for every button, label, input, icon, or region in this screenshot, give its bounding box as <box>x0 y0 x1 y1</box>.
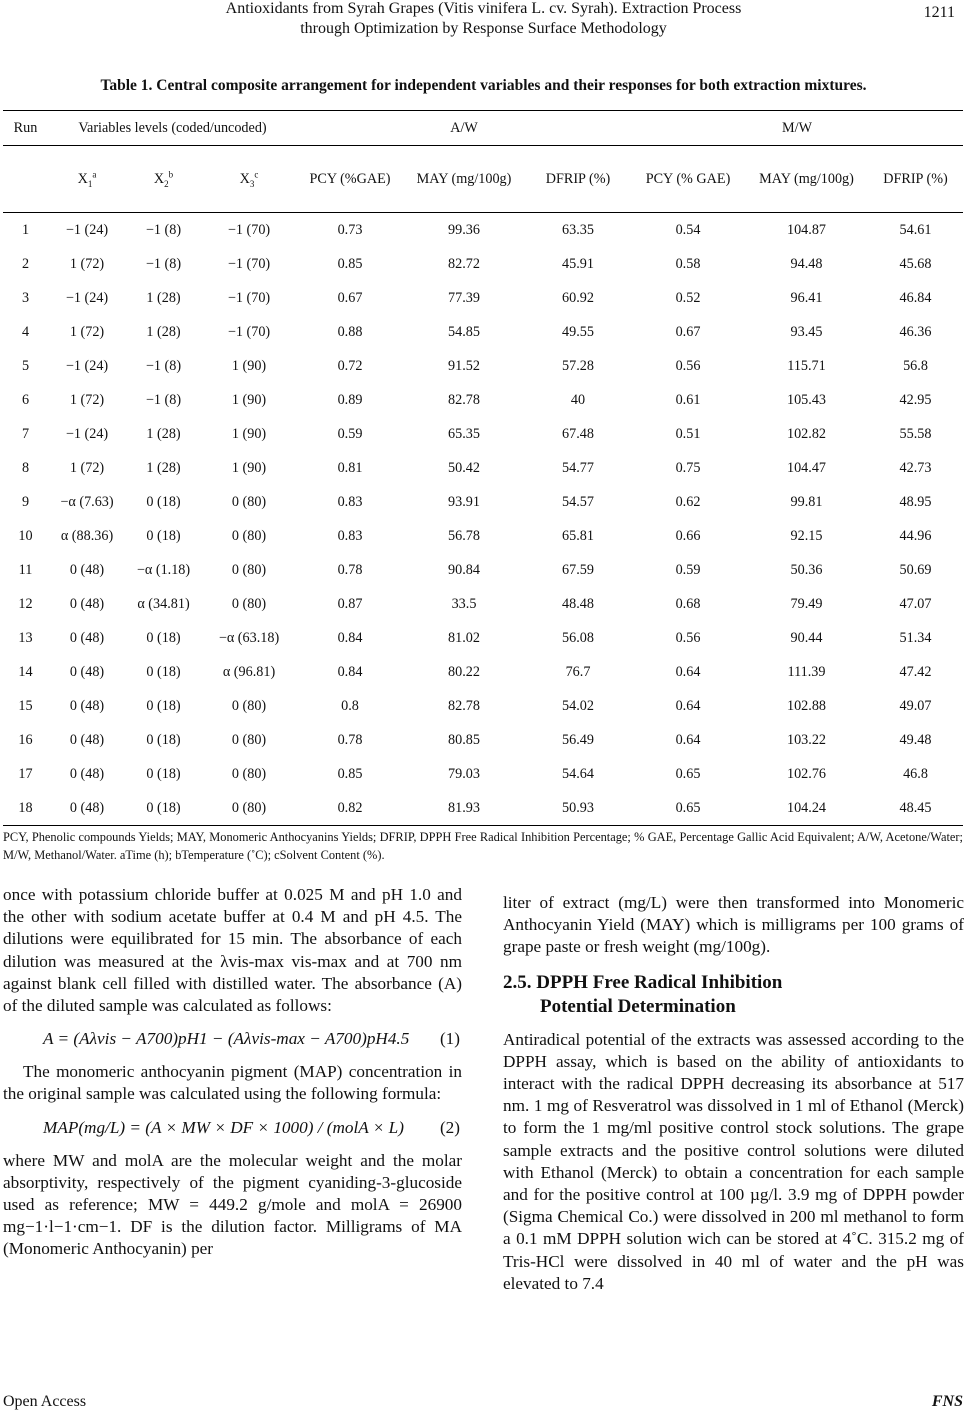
table-cell: 0 (80) <box>231 765 267 782</box>
table-cell: 111.39 <box>787 663 826 680</box>
col-aw-pcy: PCY (%GAE) <box>297 146 403 213</box>
table-cell: 16 <box>18 731 33 748</box>
running-title-line-1: Antioxidants from Syrah Grapes (Vitis vinifera L. cv. Syrah). Extraction Process <box>225 0 742 17</box>
table-cell: 57.28 <box>562 357 594 374</box>
table-cell: 0 (48) <box>69 765 105 782</box>
table-cell: 3 <box>21 289 30 306</box>
table-cell: 50.36 <box>790 561 823 578</box>
table-cell: 0.89 <box>337 391 363 408</box>
right-paragraph-2: Antiradical potential of the extracts was assessed according to the DPPH assay, which is based on the ability of antioxidants to interact with the radical DPPH decreasing its absorbance at 517 nm. 1 mg of Resveratrol was dissolved in 1 ml of Ethanol (Merck) to form the 1 mg/ml positive control stock solutions. The grape sample extracts and the positive control solutions were diluted with Ethanol (Merck) to obtain a concentration for each sample and for the positive control at 100 µg/l. 3.9 mg of DPPH powder (Sigma Chemical Co.) were dissolved in 200 ml methanol to form a 0.1 mM DPPH solution wich can be stored at 4˚C. 315.2 mg of Tris-HCl were dissolved in 40 ml of water and the pH was elevated to 7.4 <box>503 1029 964 1293</box>
table-cell: 33.5 <box>451 595 477 612</box>
table-cell: 44.96 <box>899 527 932 544</box>
table-row <box>3 383 963 417</box>
table-cell: 115.71 <box>787 357 826 374</box>
table-cell: 12 <box>18 595 33 612</box>
table-cell: 5 <box>21 357 30 374</box>
table-header-row-1 <box>3 111 963 146</box>
table-cell: 0 (80) <box>231 595 267 612</box>
table-cell: 0 (18) <box>126 791 201 826</box>
table-cell: 81.93 <box>403 791 525 826</box>
table-cell: −α (1.18) <box>136 561 191 578</box>
table-cell: 67.48 <box>562 425 594 442</box>
col-x1: $X_1^a$ <box>48 146 126 213</box>
table-cell: 1 <box>21 221 30 238</box>
table-cell: −1 (70) <box>227 221 271 238</box>
table-cell: 81.02 <box>448 629 480 646</box>
table-cell: 46.8 <box>903 765 928 782</box>
table-cell: 48.45 <box>868 791 963 826</box>
table-cell: 0 (18) <box>146 493 181 510</box>
table-cell: 42.95 <box>899 391 932 408</box>
table-row <box>3 519 963 553</box>
table-cell: 76.7 <box>565 663 591 680</box>
table-cell: −α (63.18) <box>218 629 280 646</box>
table-cell: 0 (80) <box>201 791 297 826</box>
table-cell: 0 (48) <box>69 561 105 578</box>
table-cell: 93.45 <box>790 323 823 340</box>
table-cell: 47.42 <box>899 663 932 680</box>
table-cell: 1 (90) <box>231 425 267 442</box>
table-cell: −1 (24) <box>65 425 109 442</box>
table-cell: 103.22 <box>786 731 826 748</box>
table-cell: 104.87 <box>786 221 826 238</box>
table-cell: −1 (8) <box>145 221 182 238</box>
table-cell: 56.8 <box>903 357 928 374</box>
table-cell: 91.52 <box>448 357 480 374</box>
col-variables-group: Variables levels (coded/uncoded) <box>48 111 297 146</box>
table-cell: 0.61 <box>675 391 701 408</box>
table-row <box>3 689 963 723</box>
table-row <box>3 655 963 689</box>
table-cell: 9 <box>21 493 30 510</box>
right-column <box>503 892 964 1295</box>
table-cell: 104.24 <box>745 791 868 826</box>
table-footnote: PCY, Phenolic compounds Yields; MAY, Monomeric Anthocyanins Yields; DFRIP, DPPH Free Radical Inhibition Percentage; % GAE, Percentage Gallic Acid Equivalent; A/W, Acetone/Water; M/W, Methanol/Water. aTime (h); bTemperature (˚C); cSolvent Content (%). <box>3 830 963 862</box>
table-cell: 0.67 <box>675 323 701 340</box>
table-row <box>3 213 963 248</box>
table-cell: 56.49 <box>562 731 594 748</box>
results-table <box>3 110 963 826</box>
table-cell: 0.52 <box>675 289 701 306</box>
table-cell: 0.59 <box>675 561 701 578</box>
table-cell: 0.51 <box>675 425 701 442</box>
page-number: 1211 <box>923 4 955 21</box>
table-cell: 93.91 <box>448 493 480 510</box>
table-row <box>3 315 963 349</box>
table-cell: 0 (18) <box>146 731 181 748</box>
table-row <box>3 621 963 655</box>
table-cell: 0.78 <box>337 731 363 748</box>
col-x3: $X_3^c$ <box>201 146 297 213</box>
col-run: Run <box>3 111 48 146</box>
table-cell: 15 <box>18 697 33 714</box>
table-cell: 54.64 <box>562 765 594 782</box>
table-cell: 45.91 <box>562 255 594 272</box>
table-cell: 102.88 <box>786 697 826 714</box>
table-cell: 7 <box>21 425 30 442</box>
table-cell: 40 <box>570 391 586 408</box>
table-cell: 6 <box>21 391 30 408</box>
table-cell: 1 (28) <box>146 425 181 442</box>
table-cell: 54.02 <box>562 697 594 714</box>
table-cell: 0 (80) <box>231 493 267 510</box>
table-cell: 0.78 <box>337 561 363 578</box>
table-cell: 46.84 <box>899 289 932 306</box>
table-cell: 0 (18) <box>146 765 181 782</box>
running-title-line-2: through Optimization by Response Surface Methodology <box>300 20 667 37</box>
table-cell: −1 (24) <box>65 289 109 306</box>
table-cell: 1 (90) <box>231 459 267 476</box>
table-cell: 1 (90) <box>231 391 267 408</box>
table-cell: 45.68 <box>899 255 932 272</box>
table-row <box>3 451 963 485</box>
table-cell: 65.81 <box>562 527 594 544</box>
table-cell: 0.67 <box>337 289 363 306</box>
running-header <box>0 0 967 44</box>
table-cell: −1 (70) <box>227 255 271 272</box>
equation-2-number: (2) <box>439 1117 460 1137</box>
table-cell: 55.58 <box>899 425 932 442</box>
table-cell: α (88.36) <box>60 527 114 544</box>
section-heading-line-1: 2.5. DPPH Free Radical Inhibition <box>503 971 783 993</box>
table-cell: 10 <box>18 527 33 544</box>
footer-open-access: Open Access <box>3 1393 87 1410</box>
table-cell: 90.44 <box>790 629 823 646</box>
table-cell: 1 (72) <box>69 391 105 408</box>
table-row <box>3 791 963 826</box>
table-cell: 0.84 <box>337 629 363 646</box>
table-cell: 50.42 <box>448 459 480 476</box>
table-cell: 90.84 <box>448 561 480 578</box>
left-paragraph-2: The monomeric anthocyanin pigment (MAP) concentration in the original sample was calculated using the following formula: <box>3 1062 462 1104</box>
table-cell: 0.83 <box>337 493 363 510</box>
footer-journal: FNS <box>931 1393 963 1410</box>
table-cell: 42.73 <box>899 459 932 476</box>
table-cell: 13 <box>18 629 33 646</box>
table-row <box>3 723 963 757</box>
table-cell: 0 (80) <box>231 697 267 714</box>
equation-1-formula: A = (Aλvis − A700)pH1 − (Aλvis-max − A700)pH4.5 <box>43 1029 410 1049</box>
table-cell: 80.85 <box>448 731 480 748</box>
table-cell: 0 (18) <box>146 527 181 544</box>
table-cell: 67.59 <box>562 561 594 578</box>
col-x2: $X_2^b$ <box>126 146 201 213</box>
table-cell: 0.88 <box>337 323 363 340</box>
table-cell: −1 (70) <box>227 323 271 340</box>
table-cell: 48.95 <box>899 493 932 510</box>
right-paragraph-1: liter of extract (mg/L) were then transformed into Monomeric Anthocyanin Yield (MAY) which is milligrams per 100 grams of grape paste or fresh weight (mg/100g). <box>503 893 964 957</box>
table-cell: −1 (8) <box>145 357 182 374</box>
left-column <box>3 884 462 1261</box>
col-aw-may: MAY (mg/100g) <box>403 146 525 213</box>
col-mw-group: M/W <box>631 111 963 146</box>
table-cell: 65.35 <box>448 425 480 442</box>
equation-1 <box>3 1017 462 1061</box>
table-row <box>3 349 963 383</box>
table-cell: 63.35 <box>562 221 594 238</box>
table-cell: 1 (28) <box>146 459 181 476</box>
table-cell: −α (7.63) <box>60 493 114 510</box>
section-heading-line-2: Potential Determination <box>540 995 736 1017</box>
table-cell: 0 (18) <box>146 629 181 646</box>
table-cell: α (34.81) <box>137 595 190 612</box>
table-cell: 49.55 <box>562 323 594 340</box>
table-cell: 0.62 <box>675 493 701 510</box>
table-cell: 18 <box>3 791 48 826</box>
table-cell: 0 (80) <box>231 561 267 578</box>
table-cell: 0.59 <box>337 425 363 442</box>
table-cell: 17 <box>18 765 33 782</box>
col-aw-group: A/W <box>297 111 631 146</box>
table-cell: 80.22 <box>448 663 480 680</box>
table-cell: 51.34 <box>899 629 932 646</box>
table-cell: 0.56 <box>675 629 701 646</box>
table-cell: 49.48 <box>899 731 932 748</box>
table-cell: 56.08 <box>562 629 594 646</box>
table-cell: −1 (24) <box>65 357 109 374</box>
table-row <box>3 485 963 519</box>
table-cell: 60.92 <box>562 289 594 306</box>
table-cell: 8 <box>21 459 30 476</box>
table-cell: 49.07 <box>899 697 932 714</box>
table-cell: 0 (80) <box>231 731 267 748</box>
table-row <box>3 757 963 791</box>
table-cell: 102.82 <box>786 425 826 442</box>
col-mw-may: MAY (mg/100g) <box>745 146 868 213</box>
table-row <box>3 553 963 587</box>
table-cell: 92.15 <box>790 527 823 544</box>
table-cell: 0 (18) <box>146 697 181 714</box>
table-cell: 0.87 <box>337 595 363 612</box>
table-cell: 0 (48) <box>69 595 105 612</box>
table-cell: 102.76 <box>786 765 826 782</box>
equation-2-formula: MAP(mg/L) = (A × MW × DF × 1000) / (molA × L) <box>43 1117 404 1137</box>
table-cell: 1 (28) <box>146 323 181 340</box>
col-mw-pcy: PCY (% GAE) <box>631 146 745 213</box>
table-row <box>3 247 963 281</box>
table-cell: 0.64 <box>675 731 701 748</box>
table-cell: 77.39 <box>448 289 480 306</box>
table-cell: 0.64 <box>675 663 701 680</box>
table-cell: 99.81 <box>790 493 823 510</box>
table-cell: 0.56 <box>675 357 701 374</box>
table-cell: −1 (24) <box>65 221 109 238</box>
table-cell: 1 (72) <box>69 459 105 476</box>
table-cell: 0.83 <box>337 527 363 544</box>
table-cell: 0.85 <box>337 255 363 272</box>
table-cell: 46.36 <box>899 323 932 340</box>
table-cell: 54.57 <box>562 493 594 510</box>
table-cell: 0 (48) <box>69 663 105 680</box>
table-cell: −1 (70) <box>227 289 271 306</box>
table-cell: 0.54 <box>675 221 701 238</box>
equation-1-number: (1) <box>439 1029 460 1049</box>
col-empty <box>3 146 48 213</box>
table-cell: 54.77 <box>562 459 594 476</box>
table-row <box>3 417 963 451</box>
table-cell: 50.93 <box>525 791 631 826</box>
table-cell: 50.69 <box>899 561 932 578</box>
left-paragraph-1: once with potassium chloride buffer at 0.025 M and pH 1.0 and the other with sodium acetate buffer at 0.4 M and pH 4.5. The dilutions were equilibrated for 15 min. The absorbance of each dilution was measured at the λvis-max vis-max and at 700 nm against blank cell filled with distilled water. The absorbance (A) of the diluted sample was calculated as follows: <box>3 885 462 1016</box>
table-cell: 0.64 <box>675 697 701 714</box>
table-cell: 2 <box>21 255 30 272</box>
table-cell: −1 (8) <box>145 391 182 408</box>
table-cell: 0 (48) <box>69 697 105 714</box>
table-body <box>3 213 963 826</box>
table-cell: 1 (72) <box>69 323 105 340</box>
equation-2 <box>3 1106 462 1150</box>
table-cell: 104.47 <box>786 459 826 476</box>
table-cell: 82.72 <box>448 255 480 272</box>
table-cell: 11 <box>18 561 33 578</box>
table-cell: 0.65 <box>675 765 701 782</box>
table-cell: 54.85 <box>448 323 480 340</box>
table-cell: 0 (48) <box>69 629 105 646</box>
table-cell: 94.48 <box>790 255 823 272</box>
table-cell: 1 (90) <box>231 357 267 374</box>
table-cell: 0.73 <box>337 221 363 238</box>
table-row <box>3 281 963 315</box>
table-cell: 0.85 <box>337 765 363 782</box>
table-cell: 1 (72) <box>69 255 105 272</box>
table-cell: 0.8 <box>341 697 359 714</box>
table-cell: 96.41 <box>790 289 823 306</box>
table-cell: 1 (28) <box>146 289 181 306</box>
table-cell: 54.61 <box>899 221 932 238</box>
table-cell: 0.65 <box>631 791 745 826</box>
table-cell: 48.48 <box>562 595 594 612</box>
table-cell: 0 (18) <box>146 663 181 680</box>
table-cell: 79.03 <box>448 765 480 782</box>
left-paragraph-3: where MW and molA are the molecular weight and the molar absorptivity, respectively of the pigment cyaniding-3-glucoside used as reference; MW = 449.2 g/mole and molA = 26900 mg−1·l−1·cm−1. DF is the dilution factor. Milligrams of MA (Monomeric Anthocyanin) per <box>3 1150 462 1259</box>
col-aw-dfrip: DFRIP (%) <box>525 146 631 213</box>
table-cell: 0.68 <box>675 595 701 612</box>
table-cell: 0.82 <box>297 791 403 826</box>
table-row <box>3 587 963 621</box>
table-cell: 0.75 <box>675 459 701 476</box>
table-cell: 82.78 <box>448 697 480 714</box>
table-cell: 0.72 <box>337 357 363 374</box>
table-cell: 56.78 <box>448 527 480 544</box>
col-mw-dfrip: DFRIP (%) <box>868 146 963 213</box>
table-cell: 0.84 <box>337 663 363 680</box>
table-cell: 82.78 <box>448 391 480 408</box>
table-cell: 14 <box>18 663 33 680</box>
section-heading <box>503 971 964 1019</box>
table-caption: Table 1. Central composite arrangement for independent variables and their responses for both extraction mixtures. <box>100 77 867 94</box>
table-cell: 99.36 <box>448 221 480 238</box>
table-cell: 105.43 <box>786 391 826 408</box>
table-cell: −1 (8) <box>145 255 182 272</box>
table-cell: 0 (80) <box>231 527 267 544</box>
table-cell: 0 (48) <box>69 731 105 748</box>
table-cell: 0 (48) <box>48 791 126 826</box>
table-cell: 0.66 <box>675 527 701 544</box>
table-header-row-2 <box>3 146 963 213</box>
table-cell: 0.58 <box>675 255 701 272</box>
table-cell: 47.07 <box>899 595 932 612</box>
table-cell: α (96.81) <box>222 663 276 680</box>
table-cell: 4 <box>21 323 30 340</box>
table-cell: 0.81 <box>337 459 363 476</box>
table-cell: 79.49 <box>790 595 823 612</box>
